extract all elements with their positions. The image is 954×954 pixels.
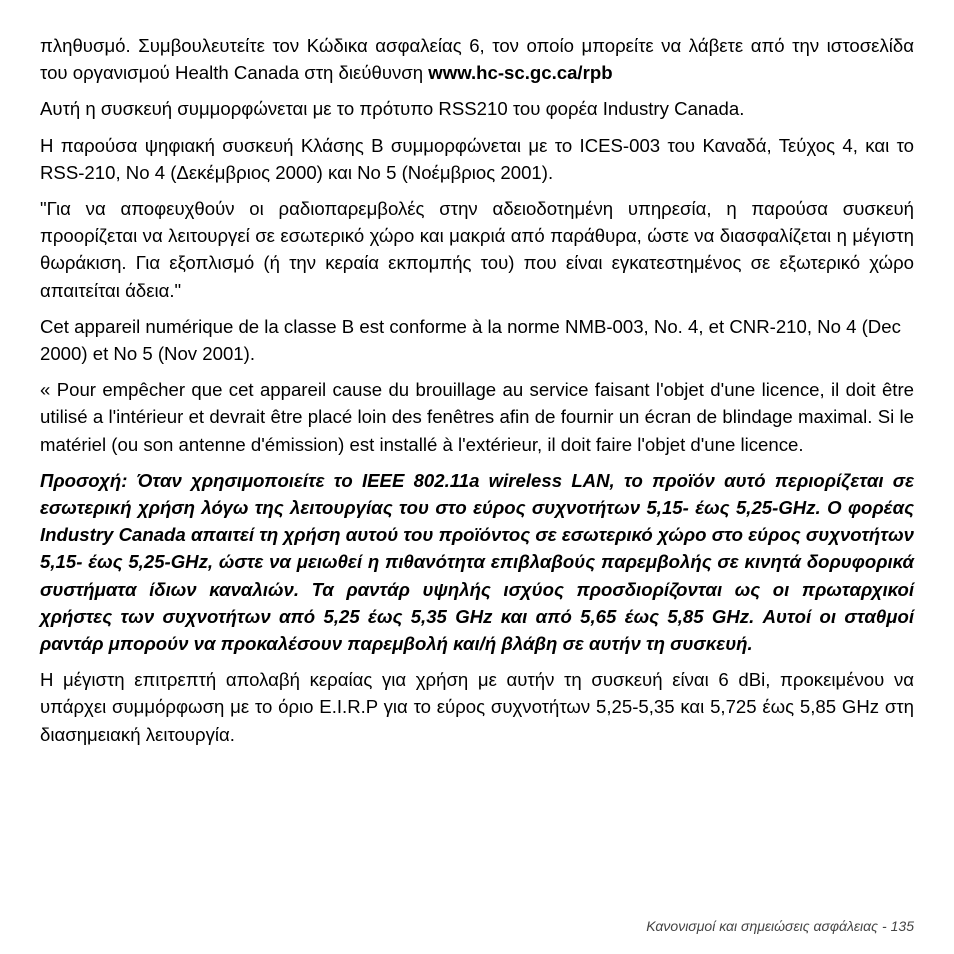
paragraph-interference-greek: "Για να αποφευχθούν οι ραδιοπαρεμβολές στην αδειοδοτημένη υπηρεσία, η παρούσα συσκευή προορίζεται να λειτουργεί σε εσωτερικό χώρο και μακριά από παράθυρα, ώστε να διασφαλίζεται η μέγιστη θωράκιση. Για εξοπλισμό (ή την κεραία εκπομπής του) που είναι εγκατεστημένος σε εξωτερικό χώρο απαιτείται άδεια." <box>40 198 914 301</box>
paragraph-ices003: Η παρούσα ψηφιακή συσκευή Κλάσης Β συμμορφώνεται με το ICES-003 του Καναδά, Τεύχος 4, και το RSS-210, No 4 (Δεκέμβριος 2000) και No 5 (Νοέμβριος 2001). <box>40 134 914 183</box>
footer-section-title: Κανονισμοί και σημειώσεις ασφάλειας <box>646 918 878 934</box>
health-canada-url: www.hc-sc.gc.ca/rpb <box>428 62 613 84</box>
paragraph-health-canada <box>40 32 914 86</box>
page-footer <box>646 918 914 934</box>
paragraph-nmb003-french: Cet appareil numérique de la classe B est conforme à la norme NMB-003, No. 4, et CNR-210, No 4 (Dec 2000) et No 5 (Nov 2001). <box>40 315 901 365</box>
page-number: 135 <box>890 918 914 934</box>
warning-80211a: Προσοχή: Όταν χρησιμοποιείτε το IEEE 802.11a wireless LAN, το προϊόν αυτό περιορίζεται σε εσωτερική χρήση λόγω της λειτουργίας του στο εύρος συχνοτήτων 5,15- έως 5,25-GHz. Ο φορέας Industry Canada απαιτεί τη χρήση αυτού του προϊόντος σε εσωτερικό χώρο στο εύρος συχνοτήτων 5,15- έως 5,25-GHz, ώστε να μειωθεί η πιθανότητα επιβλαβούς παρεμβολής σε κινητά δορυφορικά συστήματα ίδιων καναλιών. Τα ραντάρ υψηλής ισχύος προσδιορίζονται ως οι πρωταρχικοί χρήστες των συχνοτήτων από 5,25 έως 5,35 GHz και από 5,65 έως 5,85 GHz. Αυτοί οι σταθμοί ραντάρ μπορούν να προκαλέσουν παρεμβολή και/ή βλάβη σε αυτήν τη συσκευή. <box>40 469 914 655</box>
paragraph-interference-french: « Pour empêcher que cet appareil cause du brouillage au service faisant l'objet d'une licence, il doit être utilisé a l'intérieur et devrait être placé loin des fenêtres afin de fournir un écran de blindage maximal. Si le matériel (ou son antenne d'émission) est installé à l'extérieur, il doit faire l'objet d'une licence. <box>40 379 914 455</box>
paragraph-rss210: Αυτή η συσκευή συμμορφώνεται με το πρότυπο RSS210 του φορέα Industry Canada. <box>40 98 745 120</box>
paragraph-text: πληθυσμό. Συμβουλευτείτε τον Κώδικα ασφαλείας 6, τον οποίο μπορείτε να λάβετε από την ιστοσελίδα του οργανισμού Health Canada στη διεύθυνση <box>40 35 914 84</box>
document-body <box>40 32 914 757</box>
footer-separator: - <box>881 918 887 934</box>
paragraph-antenna-gain: Η μέγιστη επιτρεπτή απολαβή κεραίας για χρήση με αυτήν τη συσκευή είναι 6 dBi, προκειμένου να υπάρχει συμμόρφωση με το όριο E.I.R.P για το εύρος συχνοτήτων 5,25-5,35 και 5,725 έως 5,85 GHz στη διασημειακή λειτουργία. <box>40 669 914 745</box>
